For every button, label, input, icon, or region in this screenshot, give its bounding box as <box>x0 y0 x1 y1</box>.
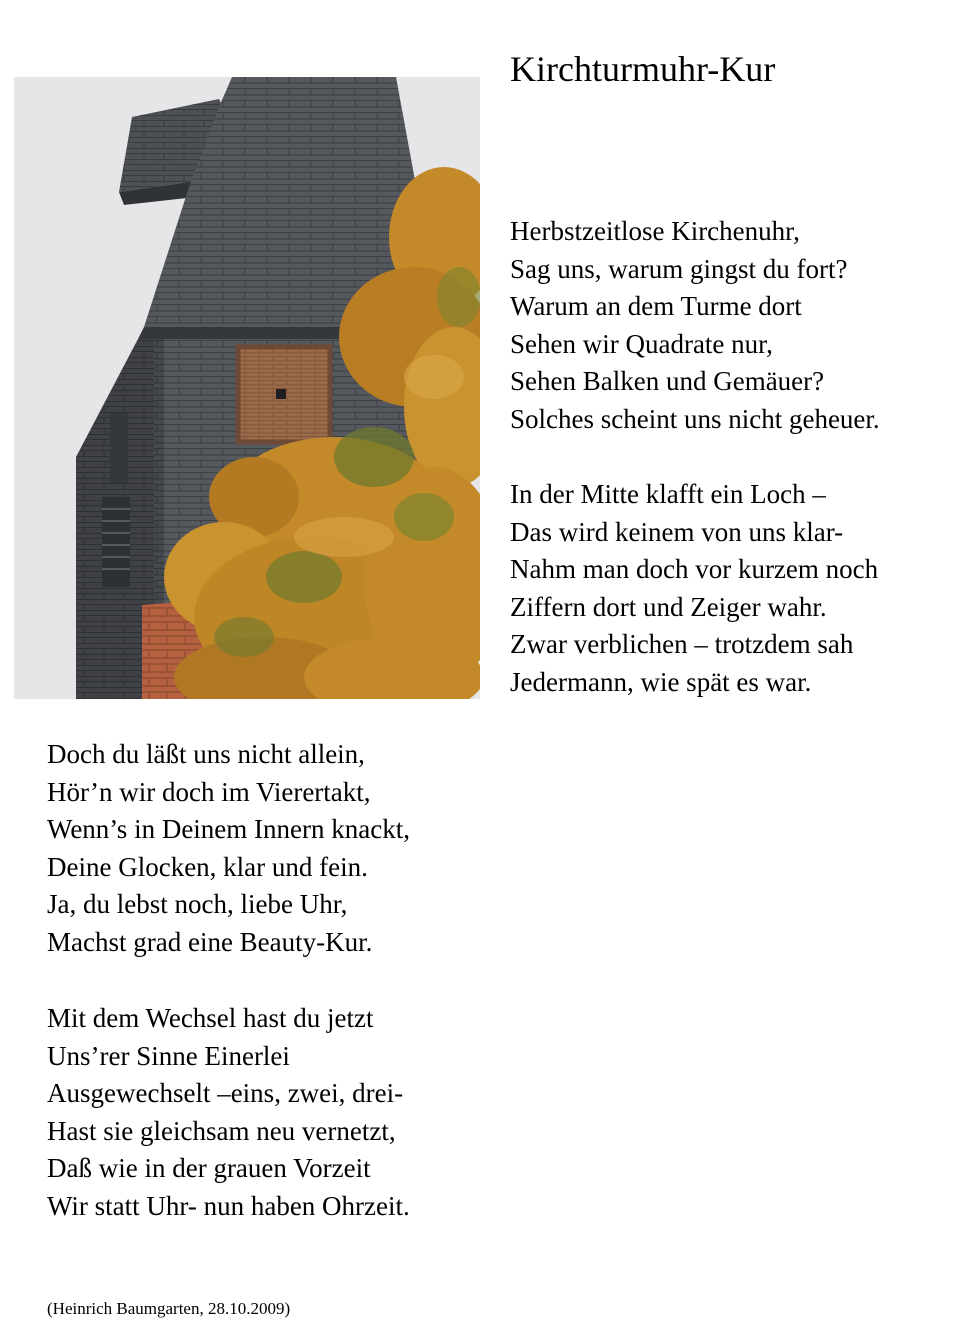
poem-line: Zwar verblichen – trotzdem sah <box>510 629 854 660</box>
poem-line: Solches scheint uns nicht geheuer. <box>510 403 880 434</box>
poem-line: In der Mitte klafft ein Loch – <box>510 479 826 509</box>
poem-line: Ja, du lebst noch, liebe Uhr, <box>47 889 348 920</box>
poem-line: Doch du läßt uns nicht allein, <box>47 739 365 769</box>
poem-line: Das wird keinem von uns klar- <box>510 516 844 547</box>
author-credit: (Heinrich Baumgarten, 28.10.2009) <box>47 1299 291 1318</box>
stanza-3 <box>47 736 410 962</box>
poem-line: Machst grad eine Beauty-Kur. <box>47 926 373 957</box>
poem-title: Kirchturmuhr-Kur <box>510 49 776 89</box>
poem-line: Hör’n wir doch im Vierertakt, <box>47 776 371 807</box>
poem-line: Wenn’s in Deinem Innern knackt, <box>47 814 410 845</box>
poem-line: Wir statt Uhr- nun haben Ohrzeit. <box>47 1190 410 1221</box>
stanza-2 <box>510 476 878 702</box>
poem-line: Hast sie gleichsam neu vernetzt, <box>47 1115 396 1146</box>
poem-line: Deine Glocken, klar und fein. <box>47 851 368 882</box>
poem-line: Daß wie in der grauen Vorzeit <box>47 1153 371 1184</box>
poem-line: Herbstzeitlose Kirchenuhr, <box>510 216 800 246</box>
poem-line: Uns’rer Sinne Einerlei <box>47 1040 290 1071</box>
poem-line: Sehen Balken und Gemäuer? <box>510 366 825 397</box>
church-tower-photo <box>14 77 480 699</box>
stanza-4 <box>47 1000 410 1226</box>
poem-line: Ziffern dort und Zeiger wahr. <box>510 591 827 622</box>
poem-line: Sag uns, warum gingst du fort? <box>510 253 848 284</box>
poem-line: Nahm man doch vor kurzem noch <box>510 554 879 585</box>
poem-line: Mit dem Wechsel hast du jetzt <box>47 1003 374 1033</box>
stanza-1 <box>510 213 880 439</box>
louver-window <box>102 497 130 587</box>
poem-line: Ausgewechselt –eins, zwei, drei- <box>47 1078 404 1109</box>
poem-line: Jedermann, wie spät es war. <box>510 666 812 697</box>
poem-line: Warum an dem Turme dort <box>510 291 802 322</box>
poem-line: Sehen wir Quadrate nur, <box>510 328 773 359</box>
church-tower-image <box>14 77 480 699</box>
